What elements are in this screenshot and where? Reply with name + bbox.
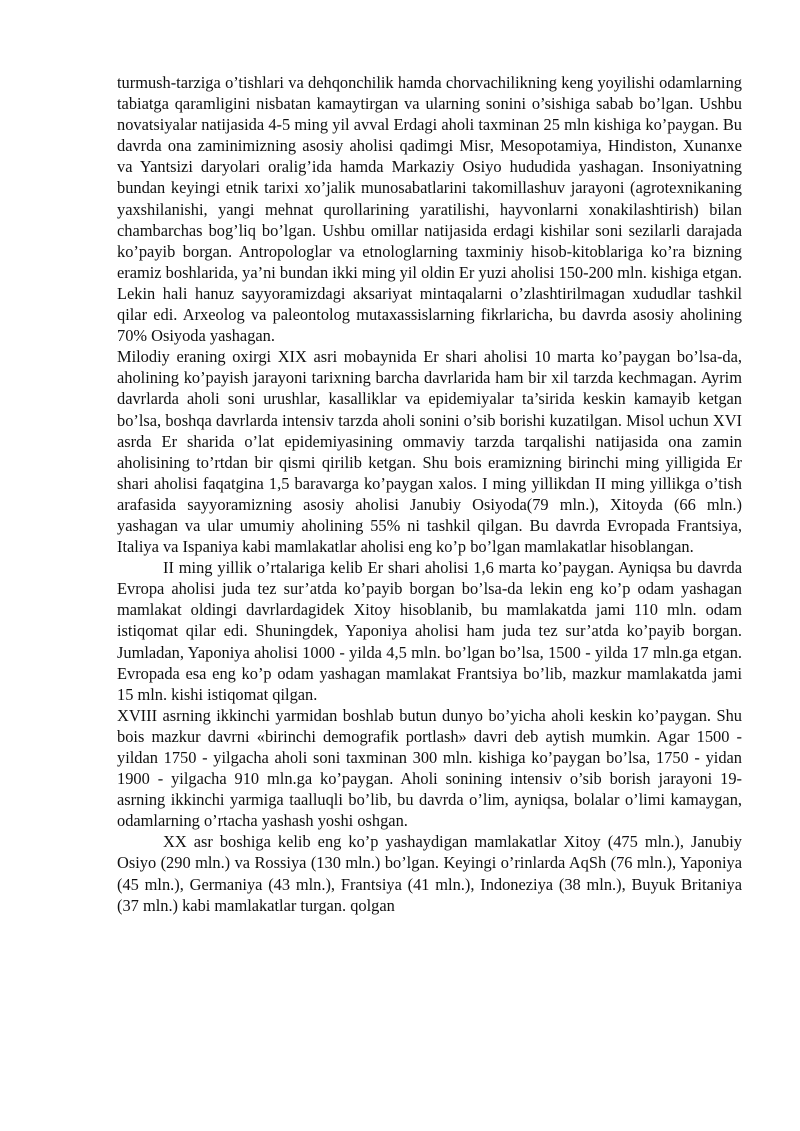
paragraph-4: XVIII asrning ikkinchi yarmidan boshlab butun dunyo bo’yicha aholi keskin ko’paygan. Shu bois mazkur davrni «birinchi demografik portlash» davri deb aytish mumkin. Agar 1500 - yildan 1750 - yilgacha aholi soni taxminan 300 mln. kishiga ko’paygan bo’lsa, 1750 - yidan 1900 - yilgacha 910 mln.ga ko’paygan. Aholi sonining intensiv o’sib borish jarayoni 19-asrning ikkinchi yarmiga taalluqli bo’lib, bu davrda o’lim, ayniqsa, bolalar o’limi kamaygan, odamlarning o’rtacha yashash yoshi oshgan. <box>117 705 742 831</box>
document-page <box>117 72 742 916</box>
paragraph-2: Milodiy eraning oxirgi XIX asri mobaynida Er shari aholisi 10 marta ko’paygan bo’lsa-da, aholining ko’payish jarayoni tarixning barcha davrlarida ham bir xil tarzda kechmagan. Ayrim davrlarda aholi soni urushlar, kasalliklar va epidemiyalar ta’sirida keskin kamayib ketgan bo’lsa, boshqa davrlarda intensiv tarzda aholi sonini o’sib borishi kuzatilgan. Misol uchun XVI asrda Er sharida o’lat epidemiyasining ommaviy tarzda tarqalishi natijasida ona zamin aholisining to’rtdan bir qismi qirilib ketgan. Shu bois eramizning birinchi ming yilligida Er shari aholisi faqatgina 1,5 baravarga ko’paygan xalos. I ming yillikdan II ming yillikga o’tish arafasida sayyoramizning asosiy aholisi Janubiy Osiyoda(79 mln.), Xitoyda (66 mln.) yashagan va ular umumiy aholining 55% ni tashkil qilgan. Bu davrda Evropada Frantsiya, Italiya va Ispaniya kabi mamlakatlar aholisi eng ko’p bo’lgan mamlakatlar hisoblangan. <box>117 347 742 557</box>
paragraph-5: XX asr boshiga kelib eng ko’p yashaydigan mamlakatlar Xitoy (475 mln.), Janubiy Osiyo (290 mln.) va Rossiya (130 mln.) bo’lgan. Keyingi o’rinlarda AqSh (76 mln.), Yaponiya (45 mln.), Germaniya (43 mln.), Frantsiya (41 mln.), Indoneziya (38 mln.), Buyuk Britaniya (37 mln.) kabi mamlakatlar turgan. qolgan <box>117 832 742 915</box>
paragraph-1: turmush-tarziga o’tishlari va dehqonchilik hamda chorvachilikning keng yoyilishi odamlarning tabiatga qaramligini nisbatan kamaytirgan va ularning sonini o’sishiga sabab bo’lgan. Ushbu novatsiyalar natijasida 4-5 ming yil avval Erdagi aholi taxminan 25 mln kishiga ko’paygan. Bu davrda ona zaminimizning asosiy aholisi qadimgi Misr, Mesopotamiya, Hindiston, Xunanxe va Yantsizi daryolari oralig’ida hamda Markaziy Osiyo hududida yashagan. Insoniyatning bundan keyingi etnik tarixi xo’jalik munosabatlarini takomillashuv jarayoni (agrotexnikaning yaxshilanishi, yangi mehnat qurollarining yaratilishi, hayvonlarni xonakilashtirish) bilan chambarchas bog’liq bo’lgan. Ushbu omillar natijasida erdagi kishilar soni sezilarli darajada ko’payib borgan. Antropologlar va etnologlarning taxminiy hisob-kitoblariga ko’ra bizning eramiz boshlarida, ya’ni bundan ikki ming yil oldin Er yuzi aholisi 150-200 mln. kishiga etgan. Lekin hali hanuz sayyoramizdagi aksariyat mintaqalarni o’zlashtirilmagan xududlar tashkil qilar edi. Arxeolog va paleontolog mutaxassislarning fikrlaricha, bu davrda asosiy aholining 70% Osiyoda yashagan. <box>117 73 743 346</box>
paragraph-3: II ming yillik o’rtalariga kelib Er shari aholisi 1,6 marta ko’paygan. Ayniqsa bu davrda Evropa aholisi juda tez sur’atda ko’payib borgan bo’lsa-da lekin eng ko’p odam yashagan mamlakat oldingi davrlardagidek Xitoy hisoblanib, bu mamlakatda jami 110 mln. odam istiqomat qilar edi. Shuningdek, Yaponiya aholisi ham juda tez sur’atda ko’payib borgan. Jumladan, Yaponiya aholisi 1000 - yilda 4,5 mln. bo’lgan bo’lsa, 1500 - yilda 17 mln.ga etgan. Evropada esa eng ko’p odam yashagan mamlakat Frantsiya bo’lib, mazkur mamlakatda jami 15 mln. kishi istiqomat qilgan. <box>117 558 742 704</box>
